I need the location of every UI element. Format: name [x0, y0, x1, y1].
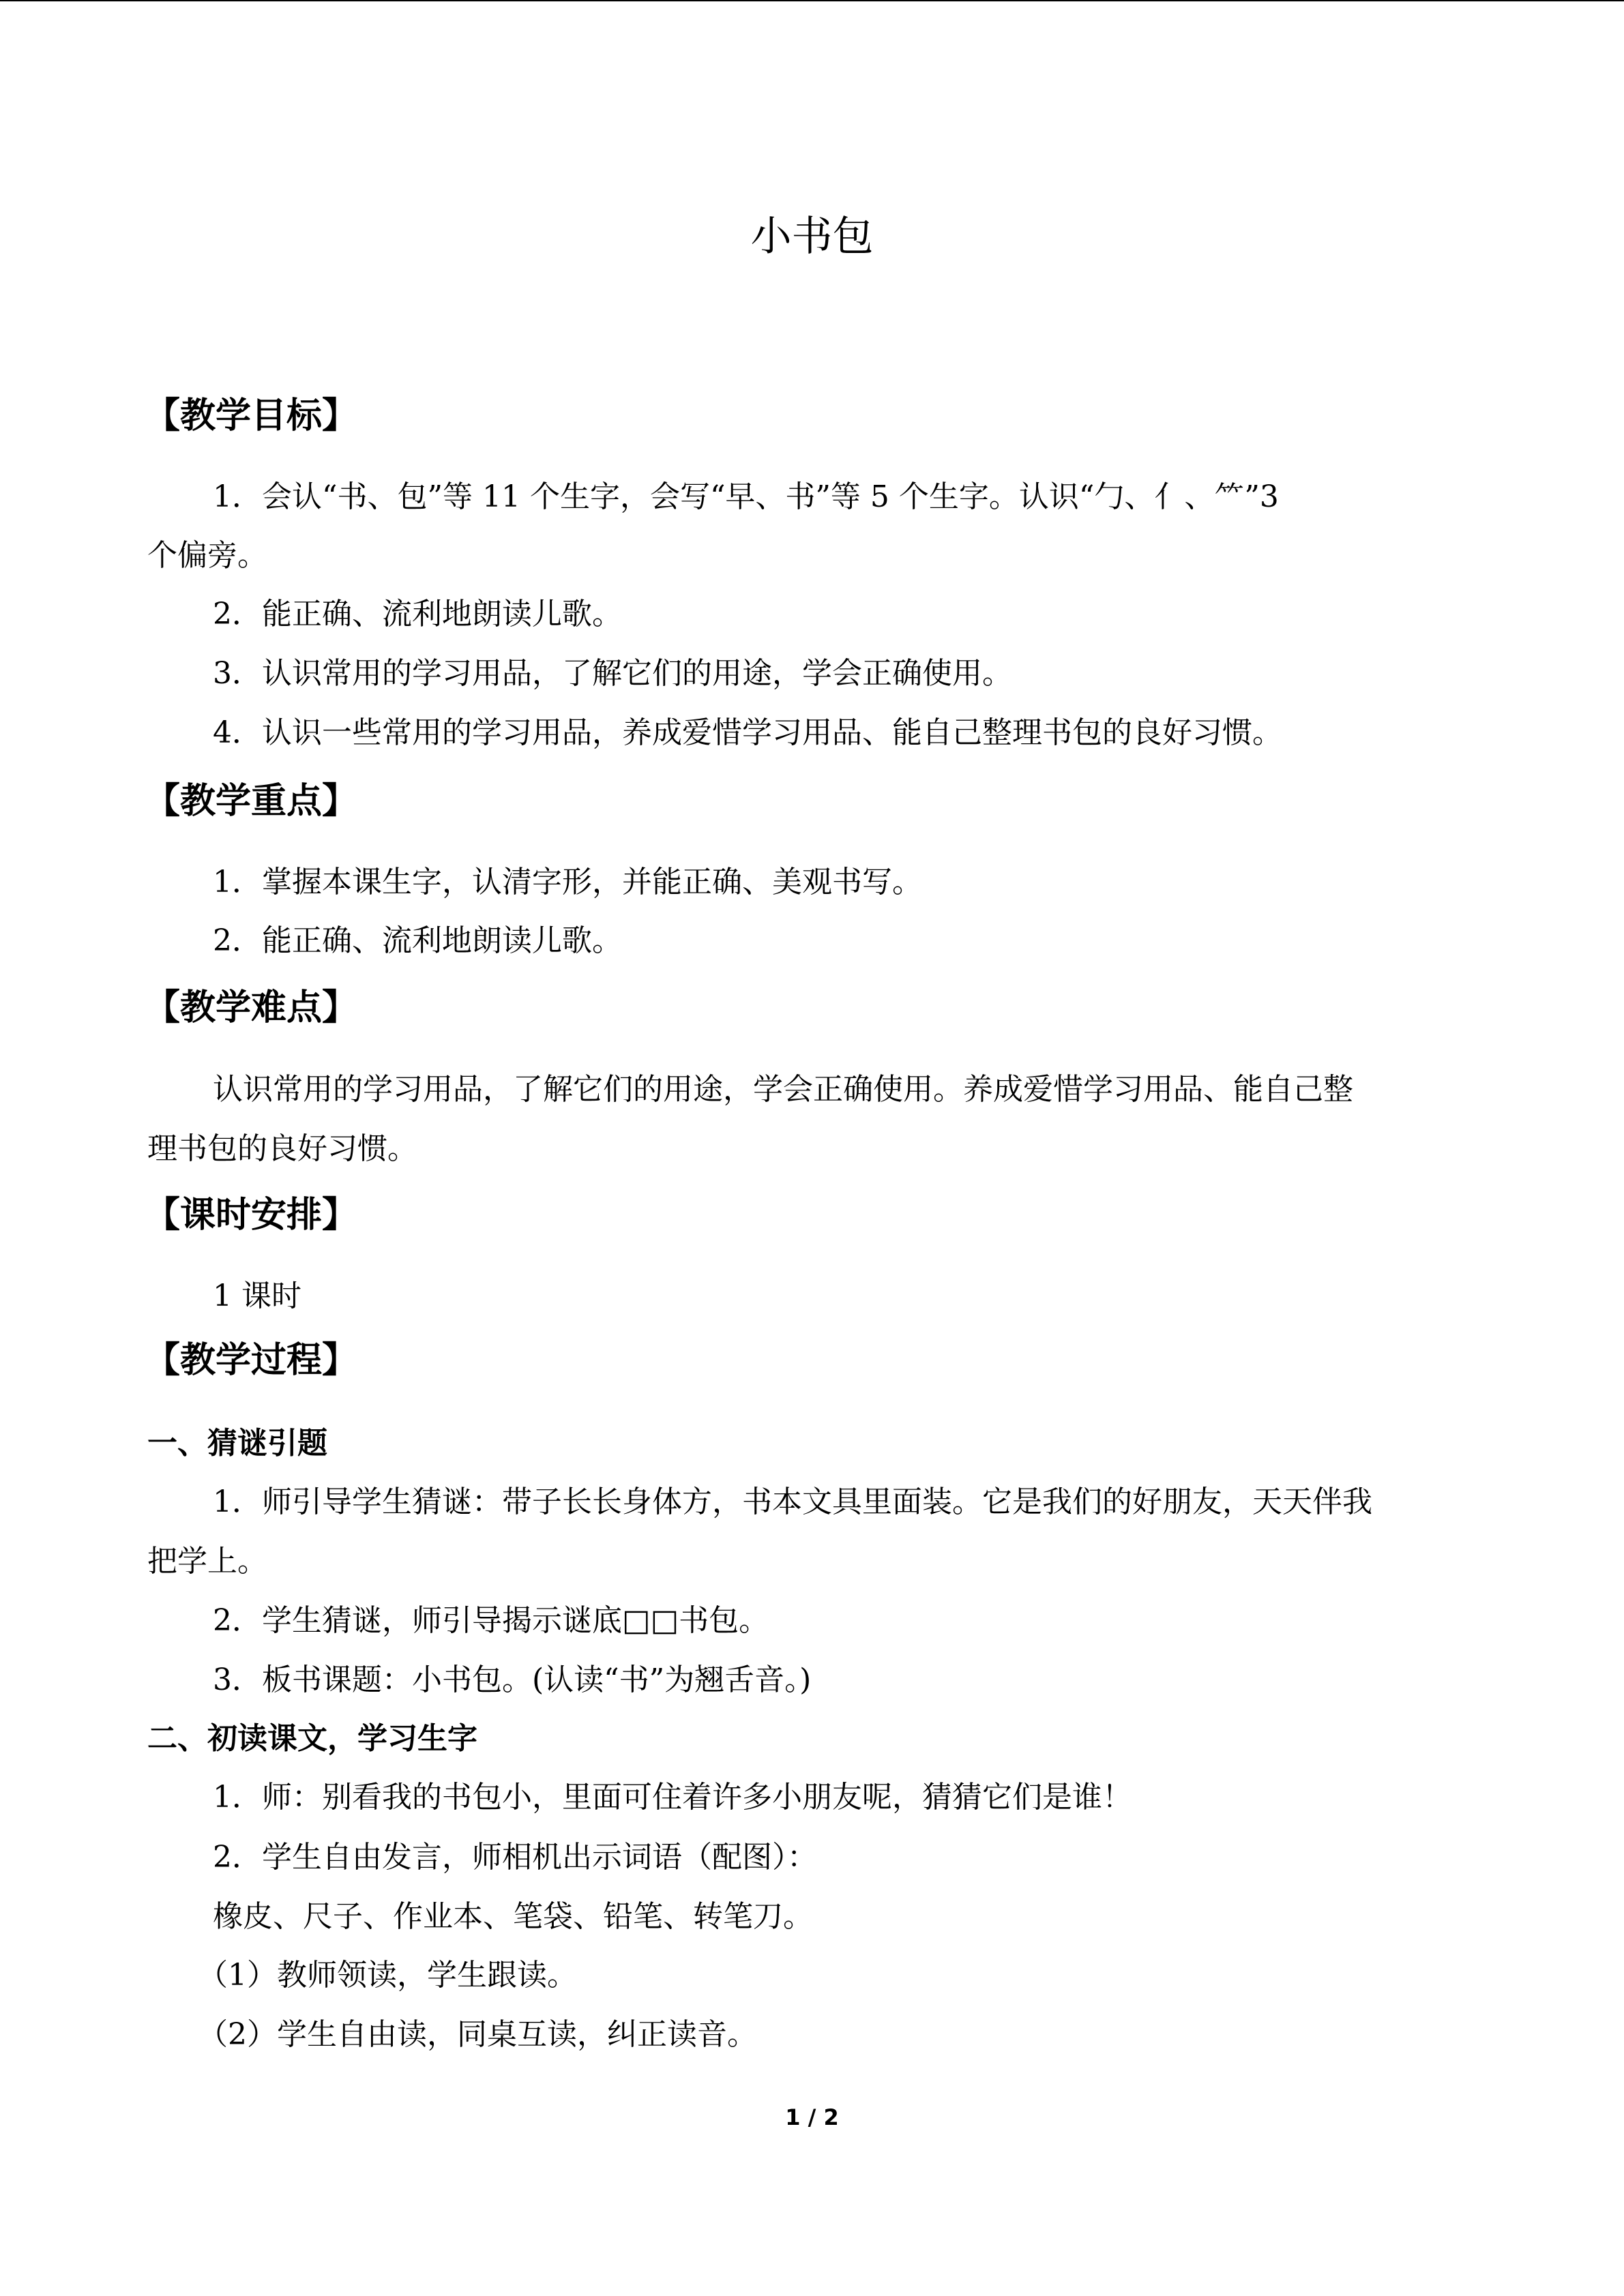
process-part-1-item-1-cont: 把学上。 — [147, 1544, 267, 1579]
process-part-1-title: 一、猜谜引题 — [147, 1426, 327, 1461]
heading-key-points: 【教学重点】 — [145, 781, 358, 822]
process-part-2-title: 二、初读课文，学习生字 — [147, 1721, 477, 1756]
difficulties-line-1: 认识常用的学习用品，了解它们的用途，学会正确使用。养成爱惜学习用品、能自己整 — [213, 1072, 1353, 1107]
goals-item-1-cont: 个偏旁。 — [147, 538, 267, 573]
difficulties-line-2: 理书包的良好习惯。 — [147, 1131, 417, 1166]
process-part-2-sub-1: （1）教师领读，学生跟读。 — [198, 1958, 577, 1993]
heading-goals: 【教学目标】 — [145, 396, 358, 436]
process-part-1-item-2: 2．学生猜谜，师引导揭示谜底□□书包。 — [213, 1603, 769, 1638]
process-part-1-item-3: 3．板书课题：小书包。(认读“书”为翘舌音。) — [213, 1663, 812, 1697]
schedule-text: 1 课时 — [213, 1279, 301, 1313]
heading-difficulties: 【教学难点】 — [145, 987, 358, 1028]
heading-schedule: 【课时安排】 — [145, 1195, 358, 1236]
process-part-2-words: 橡皮、尺子、作业本、笔袋、铅笔、转笔刀。 — [213, 1899, 813, 1934]
process-part-2-item-2: 2．学生自由发言，师相机出示词语（配图）： — [213, 1840, 817, 1875]
process-part-1-item-1: 1．师引导学生猜谜：带子长长身体方，书本文具里面装。它是我们的好朋友，天天伴我 — [213, 1485, 1372, 1519]
goals-item-3: 3．认识常用的学习用品，了解它们的用途，学会正确使用。 — [213, 656, 1012, 691]
goals-item-4: 4．认识一些常用的学习用品，养成爱惜学习用品、能自己整理书包的良好习惯。 — [213, 715, 1282, 750]
heading-process: 【教学过程】 — [145, 1340, 358, 1381]
process-part-2-sub-2: （2）学生自由读，同桌互读，纠正读音。 — [198, 2017, 757, 2052]
goals-item-2: 2．能正确、流利地朗读儿歌。 — [213, 597, 622, 631]
goals-item-1: 1．会认“书、包”等 11 个生字，会写“早、书”等 5 个生字。认识“勹、亻、⺮”3 — [213, 479, 1279, 514]
key-points-item-2: 2．能正确、流利地朗读儿歌。 — [213, 923, 622, 958]
page-title: 小书包 — [750, 213, 874, 260]
process-part-2-item-1: 1．师：别看我的书包小，里面可住着许多小朋友呢，猜猜它们是谁！ — [213, 1780, 1132, 1815]
page-number: 1 / 2 — [785, 2104, 839, 2130]
key-points-item-1: 1．掌握本课生字，认清字形，并能正确、美观书写。 — [213, 865, 922, 899]
